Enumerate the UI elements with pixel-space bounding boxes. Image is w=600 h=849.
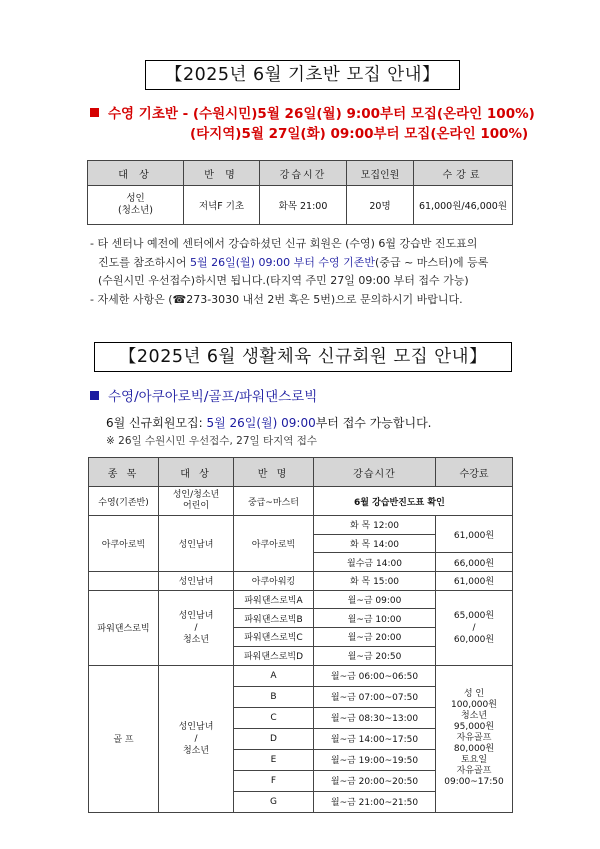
cell-class: 파워댄스로빅A	[234, 590, 314, 609]
cell-time: 월~금 20:00	[314, 628, 436, 647]
cell-class: C	[234, 707, 314, 728]
cell-class: 파워댄스로빅B	[234, 609, 314, 628]
cell-time: 월수금 14:00	[314, 553, 436, 572]
cell-capacity: 20명	[347, 186, 414, 225]
note-contact: - 자세한 사항은 (☎273-3030 내선 2번 혹은 5번)으로 문의하시기 바랍니다.	[90, 293, 463, 307]
cell-time: 화 목 14:00	[314, 534, 436, 553]
swim-basic-announcement	[90, 104, 535, 144]
table-header-row	[88, 161, 513, 186]
header-time: 강습시간	[260, 161, 347, 186]
cell-class: 아쿠아워킹	[234, 572, 314, 591]
swim-basic-line1: 수영 기초반 - (수원시민)5월 26일(월) 9:00부터 모집(온라인 100%)	[90, 104, 535, 124]
cell-sport: 아쿠아로빅	[89, 516, 159, 572]
cell-time: 월~금 21:00~21:50	[314, 791, 436, 812]
cell-time: 화 목 12:00	[314, 516, 436, 535]
cell-fee: 61,000원	[436, 516, 513, 553]
cell-fee: 성 인 100,000원 청소년 95,000원 자유골프 80,000원 토요일 자유골프 09:00~17:50	[436, 665, 513, 812]
header-class: 반 명	[234, 458, 314, 487]
cell-sport: 골 프	[89, 665, 159, 812]
cell-time: 월~금 20:50	[314, 646, 436, 665]
sports-heading: 수영/아쿠아로빅/골프/파워댄스로빅	[90, 388, 317, 406]
registration-note: ※ 26일 수원시민 우선접수, 27일 타지역 접수	[106, 435, 318, 447]
cell-time: 월~금 14:00~17:50	[314, 728, 436, 749]
cell-sport: 수영(기존반)	[89, 487, 159, 516]
cell-time: 월~금 06:00~06:50	[314, 665, 436, 686]
cell-target: 성인남녀	[159, 572, 234, 591]
cell-class: A	[234, 665, 314, 686]
cell-class: 아쿠아로빅	[234, 516, 314, 572]
cell-target: 성인남녀 / 청소년	[159, 590, 234, 665]
square-bullet-icon	[90, 391, 99, 400]
header-sport: 종 목	[89, 458, 159, 487]
swim-basic-line2: (타지역)5월 27일(화) 09:00부터 모집(온라인 100%)	[190, 126, 529, 142]
cell-class: B	[234, 686, 314, 707]
cell-fee: 66,000원	[436, 553, 513, 572]
cell-time: 월~금 08:30~13:00	[314, 707, 436, 728]
cell-time: 월~금 20:00~20:50	[314, 770, 436, 791]
cell-target: 성인 (청소년)	[88, 186, 184, 225]
cell-fee: 61,000원/46,000원	[414, 186, 513, 225]
table-row	[89, 487, 513, 516]
header-target: 대 상	[88, 161, 184, 186]
header-capacity: 모집인원	[347, 161, 414, 186]
registration-info	[106, 414, 432, 450]
cell-time: 6월 강습반진도표 확인	[314, 487, 513, 516]
header-class: 반 명	[184, 161, 260, 186]
cell-class: E	[234, 749, 314, 770]
header-fee: 수강료	[414, 161, 513, 186]
page-title-new-members: 【2025년 6월 생활체육 신규회원 모집 안내】	[94, 342, 512, 372]
note-line: (수원시민 우선접수)하시면 됩니다.(타지역 주민 27일 09:00 부터 접수 가능)	[98, 274, 469, 288]
cell-class: G	[234, 791, 314, 812]
cell-sport: 파워댄스로빅	[89, 590, 159, 665]
cell-time: 월~금 10:00	[314, 609, 436, 628]
cell-class: 파워댄스로빅D	[234, 646, 314, 665]
cell-class: D	[234, 728, 314, 749]
cell-class: 중급~마스터	[234, 487, 314, 516]
note-line: - 타 센터나 예전에 센터에서 강습하셨던 신규 회원은 (수영) 6월 강습반 진도표의	[90, 237, 478, 250]
square-bullet-icon	[90, 108, 99, 117]
page-title-basic-class: 【2025년 6월 기초반 모집 안내】	[145, 60, 460, 90]
cell-target: 성인남녀	[159, 516, 234, 572]
cell-target: 성인/청소년 어린이	[159, 487, 234, 516]
cell-time: 화 목 15:00	[314, 572, 436, 591]
cell-class: 파워댄스로빅C	[234, 628, 314, 647]
table-row	[89, 572, 513, 591]
swim-basic-table	[87, 160, 513, 225]
cell-time: 월~금 19:00~19:50	[314, 749, 436, 770]
table-row	[89, 665, 513, 686]
table-header-row	[89, 458, 513, 487]
cell-time: 월~금 07:00~07:50	[314, 686, 436, 707]
cell-sport-continued	[89, 572, 159, 591]
registration-date: 6월 신규회원모집: 5월 26일(월) 09:00부터 접수 가능합니다.	[106, 416, 432, 430]
table-row	[89, 516, 513, 535]
cell-time: 화목 21:00	[260, 186, 347, 225]
table-row	[88, 186, 513, 225]
header-time: 강습시간	[314, 458, 436, 487]
swim-notes	[90, 235, 530, 310]
cell-fee: 65,000원 / 60,000원	[436, 590, 513, 665]
header-target: 대 상	[159, 458, 234, 487]
cell-target: 성인남녀 / 청소년	[159, 665, 234, 812]
cell-time: 월~금 09:00	[314, 590, 436, 609]
header-fee: 수강료	[436, 458, 513, 487]
cell-fee: 61,000원	[436, 572, 513, 591]
cell-class: F	[234, 770, 314, 791]
sports-schedule-table	[88, 457, 513, 813]
cell-class: 저녁F 기초	[184, 186, 260, 225]
note-line: 진도를 참조하시어 5월 26일(월) 09:00 부터 수영 기존반(중급 ~ 마스터)에 등록	[98, 255, 489, 269]
table-row	[89, 590, 513, 609]
